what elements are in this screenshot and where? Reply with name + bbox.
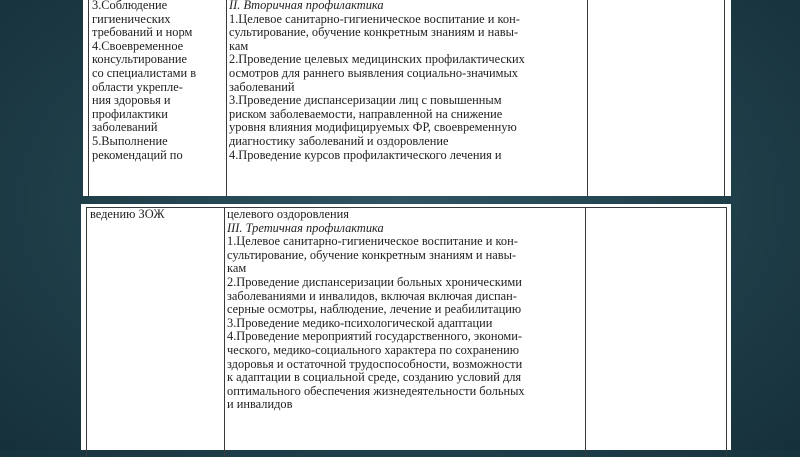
prevention-table-top bbox=[88, 0, 725, 196]
text-line: заболеваниями и инвалидов, включая включая диспан- bbox=[227, 290, 582, 304]
text-line: рекомендаций по bbox=[92, 149, 223, 163]
text-line: серные осмотры, наблюдение, лечение и реабилитацию bbox=[227, 303, 582, 317]
section-title-secondary: II. Вторичная профилактика bbox=[229, 0, 584, 13]
text-line: кам bbox=[229, 40, 584, 54]
text-line: 5.Выполнение bbox=[92, 135, 223, 149]
text-line: диагностику заболеваний и оздоровление bbox=[229, 135, 584, 149]
table-cell-measures bbox=[89, 0, 227, 196]
text-line: риском заболеваемости, направленной на снижение bbox=[229, 108, 584, 122]
text-line: сультирование, обучение конкретным знаниям и навы- bbox=[227, 249, 582, 263]
text-line: 4.Проведение мероприятий государственного, экономи- bbox=[227, 330, 582, 344]
text-line: 2.Проведение целевых медицинских профилактических bbox=[229, 53, 584, 67]
text-line: кам bbox=[227, 262, 582, 276]
text-line: оптимального обеспечения жизнедеятельности больных bbox=[227, 385, 582, 399]
text-line: 3.Соблюдение bbox=[92, 0, 223, 13]
text-line: гигиенических bbox=[92, 13, 223, 27]
text-line: требований и норм bbox=[92, 26, 223, 40]
text-line: ческого, медико-социального характера по сохранению bbox=[227, 344, 582, 358]
text-line: ведению ЗОЖ bbox=[90, 208, 221, 222]
text-line: и инвалидов bbox=[227, 398, 582, 412]
text-line: 4.Своевременное bbox=[92, 40, 223, 54]
text-line: заболеваний bbox=[229, 81, 584, 95]
prevention-table-bottom bbox=[86, 207, 727, 457]
text-line: к адаптации в социальной среде, созданию условий для bbox=[227, 371, 582, 385]
text-line: 2.Проведение диспансеризации больных хроническими bbox=[227, 276, 582, 290]
text-line: 1.Целевое санитарно-гигиеническое воспитание и кон- bbox=[227, 235, 582, 249]
text-line: целевого оздоровления bbox=[227, 208, 582, 222]
text-line: 4.Проведение курсов профилактического лечения и bbox=[229, 149, 584, 163]
table-cell-empty bbox=[586, 208, 727, 457]
text-line: уровня влияния модифицируемых ФР, своевременную bbox=[229, 121, 584, 135]
text-line: 1.Целевое санитарно-гигиеническое воспитание и кон- bbox=[229, 13, 584, 27]
document-fragment-bottom bbox=[81, 204, 731, 450]
text-line: 3.Проведение диспансеризации лиц с повышенным bbox=[229, 94, 584, 108]
text-line: осмотров для раннего выявления социально-значимых bbox=[229, 67, 584, 81]
text-line: заболеваний bbox=[92, 121, 223, 135]
text-line: области укрепле- bbox=[92, 81, 223, 95]
table-cell-tertiary-prevention bbox=[225, 208, 586, 457]
text-line: консультирование bbox=[92, 53, 223, 67]
text-line: ния здоровья и bbox=[92, 94, 223, 108]
text-line: профилактики bbox=[92, 108, 223, 122]
text-line: здоровья и остаточной трудоспособности, возможности bbox=[227, 358, 582, 372]
section-title-tertiary: III. Третичная профилактика bbox=[227, 222, 582, 236]
text-line: 3.Проведение медико-психологической адаптации bbox=[227, 317, 582, 331]
table-cell-measures bbox=[87, 208, 225, 457]
table-cell-empty bbox=[588, 0, 725, 196]
text-line: со специалистами в bbox=[92, 67, 223, 81]
table-cell-secondary-prevention bbox=[227, 0, 588, 196]
document-fragment-top bbox=[83, 0, 731, 196]
text-line: сультирование, обучение конкретным знаниям и навы- bbox=[229, 26, 584, 40]
